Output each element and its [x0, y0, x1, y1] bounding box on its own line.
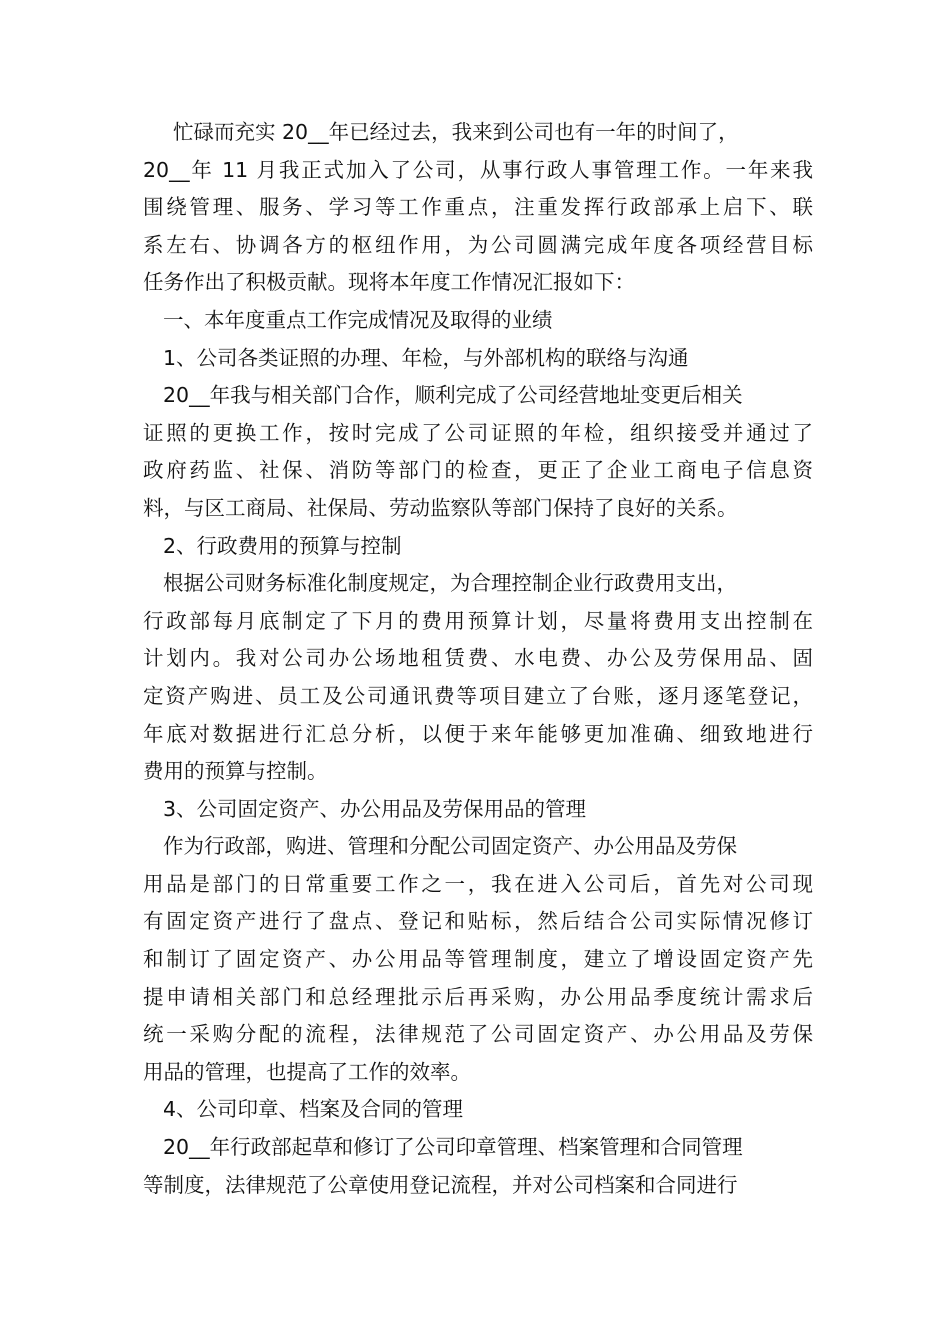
paragraph-line: 政府药监、社保、消防等部门的检查，更正了企业工商电子信息资: [143, 458, 813, 483]
paragraph-line: 行政部每月底制定了下月的费用预算计划，尽量将费用支出控制在: [143, 608, 813, 633]
paragraph-line: 作为行政部，购进、管理和分配公司固定资产、办公用品及劳保: [163, 834, 737, 859]
paragraph-line: 和制订了固定资产、办公用品等管理制度，建立了增设固定资产先: [143, 947, 813, 972]
paragraph-line: 用品的管理，也提高了工作的效率。: [143, 1059, 471, 1084]
paragraph-line: 围绕管理、服务、学习等工作重点，注重发挥行政部承上启下、联: [143, 195, 813, 220]
paragraph-line: 统一采购分配的流程，法律规范了公司固定资产、办公用品及劳保: [143, 1022, 813, 1047]
paragraph-line: 等制度，法律规范了公章使用登记流程，并对公司档案和合同进行: [143, 1172, 738, 1197]
section-heading: 一、本年度重点工作完成情况及取得的业绩: [163, 307, 553, 332]
paragraph-line: 年底对数据进行汇总分析，以便于来年能够更加准确、细致地进行: [143, 721, 813, 746]
paragraph-line: 费用的预算与控制。: [143, 759, 328, 784]
paragraph-line: 任务作出了积极贡献。现将本年度工作情况汇报如下：: [143, 270, 635, 295]
paragraph-line: 用品是部门的日常重要工作之一，我在进入公司后，首先对公司现: [143, 871, 813, 896]
paragraph-line: 计划内。我对公司办公场地租赁费、水电费、办公及劳保用品、固: [143, 646, 813, 671]
paragraph-line: 忙碌而充实 20__年已经过去，我来到公司也有一年的时间了，: [173, 120, 739, 144]
paragraph-line: 定资产购进、员工及公司通讯费等项目建立了台账，逐月逐笔登记，: [143, 683, 813, 708]
paragraph-line: 料，与区工商局、社保局、劳动监察队等部门保持了良好的关系。: [143, 495, 738, 520]
document-body: [143, 114, 813, 1204]
paragraph-line: 提申请相关部门和总经理批示后再采购，办公用品季度统计需求后: [143, 984, 813, 1009]
paragraph-line: 20__年行政部起草和修订了公司印章管理、档案管理和合同管理: [163, 1135, 743, 1160]
paragraph-line: 20__年 11 月我正式加入了公司，从事行政人事管理工作。一年来我: [143, 157, 813, 182]
section-heading: 3、公司固定资产、办公用品及劳保用品的管理: [163, 796, 587, 821]
section-heading: 2、行政费用的预算与控制: [163, 533, 402, 558]
paragraph-line: 系左右、协调各方的枢纽作用，为公司圆满完成年度各项经营目标: [143, 232, 813, 257]
paragraph-line: 20__年我与相关部门合作，顺利完成了公司经营地址变更后相关: [163, 383, 743, 408]
paragraph-line: 根据公司财务标准化制度规定，为合理控制企业行政费用支出，: [163, 571, 737, 596]
paragraph-line: 证照的更换工作，按时完成了公司证照的年检，组织接受并通过了: [143, 420, 813, 445]
section-heading: 4、公司印章、档案及合同的管理: [163, 1097, 464, 1122]
paragraph-line: 有固定资产进行了盘点、登记和贴标，然后结合公司实际情况修订: [143, 909, 813, 934]
section-heading: 1、公司各类证照的办理、年检，与外部机构的联络与沟通: [163, 345, 689, 370]
